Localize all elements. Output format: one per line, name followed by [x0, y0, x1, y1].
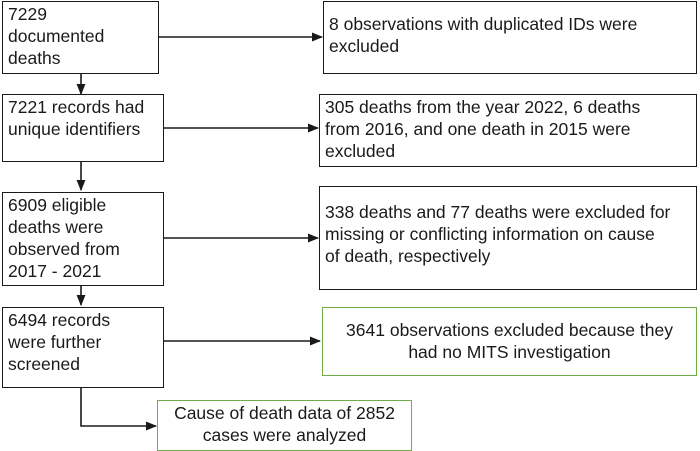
arrow-step4-to-final [81, 388, 156, 426]
step-box-documented-deaths: 7229 documented deaths [2, 1, 159, 74]
exclusion-box-missing-cause: 338 deaths and 77 deaths were excluded for missing or conflicting information on cause of death, respectively [319, 186, 697, 290]
exclusion-box-duplicated-ids: 8 observations with duplicated IDs were excluded [323, 1, 697, 74]
exclusion-box-no-mits: 3641 observations excluded because they had no MITS investigation [322, 307, 697, 376]
step-box-eligible-deaths: 6909 eligible deaths were observed from 2017 - 2021 [2, 192, 164, 286]
final-box-analyzed-cases: Cause of death data of 2852 cases were analyzed [157, 400, 412, 451]
step-box-further-screened: 6494 records were further screened [2, 307, 164, 388]
exclusion-box-out-of-range-years: 305 deaths from the year 2022, 6 deaths from 2016, and one death in 2015 were excluded [319, 94, 697, 167]
step-box-unique-identifiers: 7221 records had unique identifiers [2, 94, 164, 162]
